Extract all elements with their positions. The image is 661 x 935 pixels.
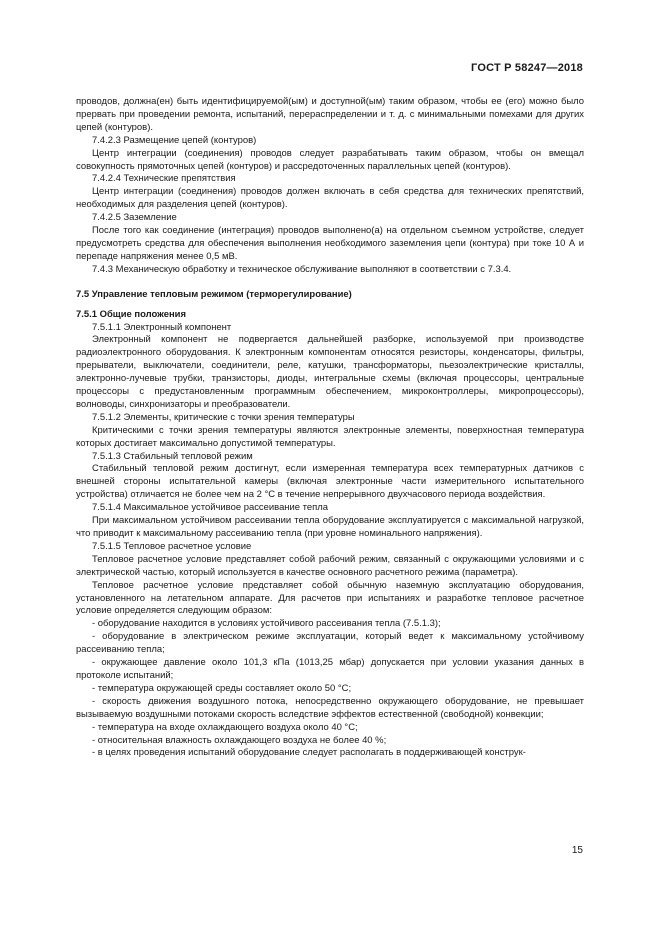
section-heading: 7.5 Управление тепловым режимом (терморегулирование): [76, 288, 352, 300]
clause-heading: 7.5.1.2 Элементы, критические с точки зрения температуры: [92, 411, 355, 423]
clause-heading: 7.5.1.5 Тепловое расчетное условие: [92, 540, 252, 552]
body-paragraph: Тепловое расчетное условие представляет собой обычную наземную эксплуатацию оборудования, установленного на летательном аппарате. Для расчетов при испытаниях и разработке тепловое расчетное условие определяется следующим образом:: [76, 579, 584, 617]
list-item: - окружающее давление около 101,3 кПа (1013,25 мбар) допускается при условии указания данных в протоколе испытаний;: [76, 657, 584, 681]
body-paragraph: Критическими с точки зрения температуры являются электронные элементы, поверхностная температура которых достигает максимально допустимой температуры.: [76, 424, 584, 449]
body-paragraph: После того как соединение (интеграция) проводов выполнено(а) на отдельном съемном устройстве, следует предусмотреть средства для обеспечения выполнения необходимого заземления цепи (контура) при токе 10 А и перепаде напряжения менее 0,5 мВ.: [76, 225, 584, 262]
body-paragraph: Стабильный тепловой режим достигнут, если измеренная температура всех температурных датчиков с внешней стороны испытательной камеры (включая электронные части измерительного испытательного устройства) отличается не более чем на 2 °С в течение непрерывного двухчасового периода воздействия.: [76, 463, 584, 501]
body-paragraph: Центр интеграции (соединения) проводов следует разрабатывать таким образом, чтобы он вмещал совокупность прямоточных цепей (контуров) и рассредоточенных параллельных цепей (контуров).: [76, 147, 584, 172]
body-paragraph: При максимальном устойчивом рассеивании тепла оборудование эксплуатируется с максимальной нагрузкой, что приводит к максимальному рассеиванию тепла (при уровне номинального напряжения).: [76, 515, 584, 539]
clause-heading: 7.4.2.4 Технические препятствия: [92, 173, 236, 185]
clause-heading: 7.5.1.1 Электронный компонент: [92, 321, 232, 333]
body-paragraph: Электронный компонент не подвергается дальнейшей разборке, используемой при производстве радиоэлектронного оборудования. К электронным компонентам относятся резисторы, конденсаторы, фильтры, прерыватели, выключатели, соединители, реле, катушки, трансформаторы, пьезоэлектрические кристаллы, электронно-лучевые трубки, транзисторы, диоды, интегральные схемы (включая процессоры, центральные процессоры с предустановленным программным обеспечением, микроконтроллеры, микропроцессоры), волноводы, синхронизаторы и преобразователи.: [76, 334, 584, 410]
list-item: - температура окружающей среды составляет около 50 °С;: [92, 682, 352, 694]
list-item: - в целях проведения испытаний оборудование следует располагать в поддерживающей конструк-: [92, 747, 526, 759]
body-paragraph: Центр интеграции (соединения) проводов должен включать в себя средства для технических препятствий, необходимых для разделения цепей (контуров).: [76, 186, 584, 211]
document-standard-number: ГОСТ Р 58247—2018: [471, 62, 583, 74]
body-paragraph: 7.4.3 Механическую обработку и техническое обслуживание выполняют в соответствии с 7.3.4.: [92, 263, 512, 275]
list-item: - скорость движения воздушного потока, непосредственно окружающего оборудование, не превышает вызываемую воздушными потоками скорость вследствие эффектов естественной (свободной) конвекции;: [76, 695, 584, 720]
clause-heading: 7.4.2.3 Размещение цепей (контуров): [92, 134, 257, 146]
list-item: - оборудование в электрическом режиме эксплуатации, который ведет к максимальному устойчивому рассеиванию тепла;: [76, 631, 584, 656]
list-item: - температура на входе охлаждающего воздуха около 40 °С;: [92, 721, 358, 733]
clause-heading: 7.4.2.5 Заземление: [92, 212, 177, 224]
clause-heading: 7.5.1.3 Стабильный тепловой режим: [92, 450, 253, 462]
subsection-heading: 7.5.1 Общие положения: [76, 308, 186, 320]
list-item: - относительная влажность охлаждающего воздуха не более 40 %;: [92, 734, 387, 746]
clause-heading: 7.5.1.4 Максимальное устойчивое рассеивание тепла: [92, 502, 328, 514]
body-paragraph: проводов, должна(ен) быть идентифицируемой(ым) и доступной(ым) таким образом, чтобы ее (его) можно было прервать при проведении ремонта, испытаний, перераспределении и т. д. с минимальными помехами для других цепей (контуров).: [76, 96, 584, 133]
body-paragraph: Тепловое расчетное условие представляет собой рабочий режим, связанный с окружающими условиями и с электрической частью, который используется в качестве основного расчетного режима (параметра).: [76, 553, 584, 578]
document-body: [76, 96, 584, 760]
page-number: 15: [571, 845, 583, 856]
list-item: - оборудование находится в условиях устойчивого рассеивания тепла (7.5.1.3);: [92, 618, 441, 630]
